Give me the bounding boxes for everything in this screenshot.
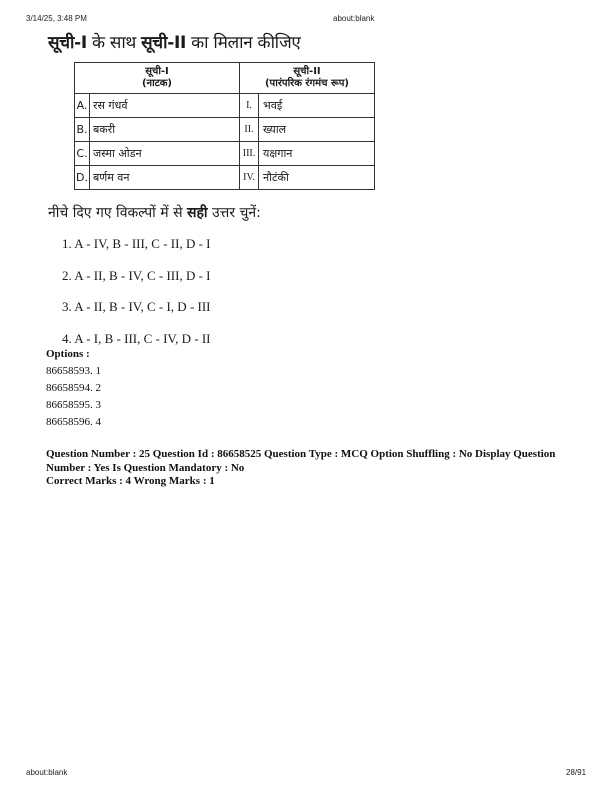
option-id-4: 86658596. 4 [46, 416, 101, 428]
table-row: C. जस्मा ओडन III. यक्षगान [75, 142, 375, 166]
answer-choice-3: 3. A - II, B - IV, C - I, D - III [62, 299, 211, 314]
option-id-1: 86658593. 1 [46, 365, 101, 377]
print-url-header: about:blank [333, 14, 375, 23]
match-table [74, 62, 375, 190]
title-list2: सूची-II [141, 33, 187, 53]
options-heading: Options : [46, 348, 90, 360]
table-header-row [75, 63, 375, 94]
answer-choice-2: 2. A - II, B - IV, C - III, D - I [62, 268, 211, 283]
answer-choice-4: 4. A - I, B - III, C - IV, D - II [62, 331, 211, 346]
table-row: A. रस गंधर्व I. भवई [75, 94, 375, 118]
option-id-2: 86658594. 2 [46, 382, 101, 394]
question-title: सूची-I के साथ सूची-II का मिलान कीजिए [48, 33, 301, 53]
col1-header: सूची-I (नाटक) [75, 63, 240, 94]
table-row: B. बकरी II. ख्याल [75, 118, 375, 142]
table-row: D. बर्णम वन IV. नौटंकी [75, 166, 375, 190]
col2-header: सूची-II (पारंपरिक रंगमंच रूप) [240, 63, 375, 94]
page-number: 28/91 [566, 768, 587, 777]
answer-choice-1: 1. A - IV, B - III, C - II, D - I [62, 236, 211, 251]
option-id-3: 86658595. 3 [46, 399, 101, 411]
question-prompt: नीचे दिए गए विकल्पों में से सही उत्तर चुनें: [48, 205, 261, 221]
title-list1: सूची-I [48, 33, 87, 53]
print-url-footer: about:blank [26, 768, 68, 777]
print-datetime: 3/14/25, 3:48 PM [26, 14, 87, 23]
next-question-meta: Question Number : 25 Question Id : 86658525 Question Type : MCQ Option Shuffling : No Display Question Number : Yes Is Question Mandatory : No Correct Marks : 4 Wrong Marks : 1 [46, 448, 556, 487]
